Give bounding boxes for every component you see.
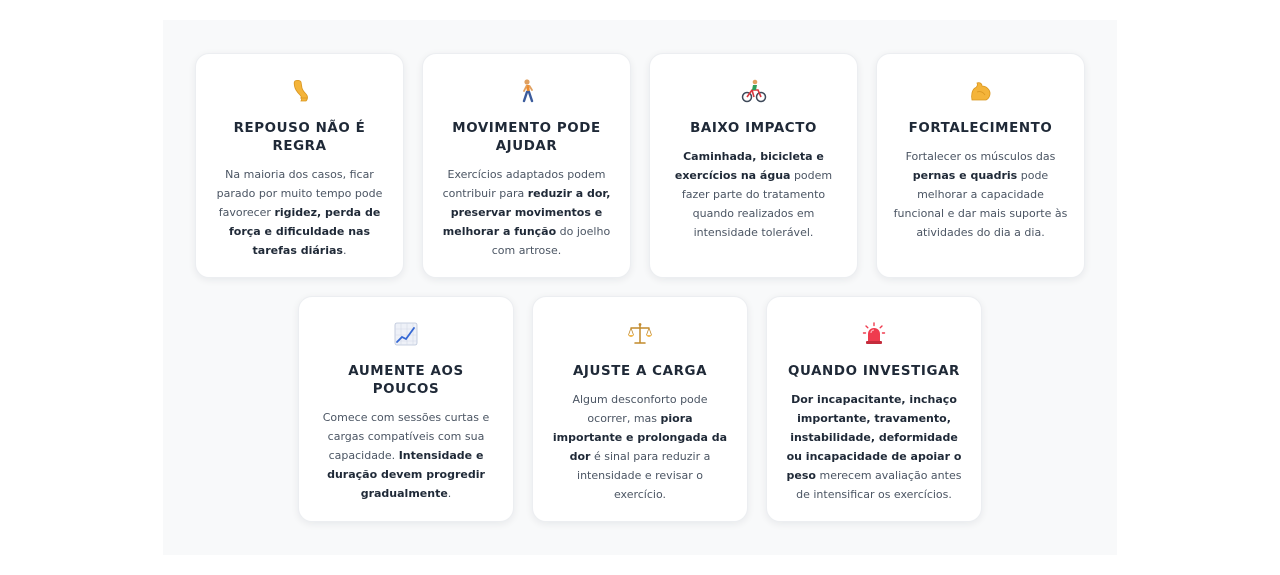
card-text-emphasis: piora importante e prolongada da dor [552,412,728,463]
card-text [212,165,387,260]
chart-increasing-icon [393,321,419,347]
card-text [441,165,613,260]
card-text [786,390,962,504]
card-movimento [422,53,631,278]
card-text-emphasis: Intensidade e duração devem progredir gradualmente [327,449,485,500]
card-title: QUANDO INVESTIGAR [788,364,960,379]
card-text-segment: Na maioria dos casos, ficar parado por muito tempo pode favorecer [216,168,383,219]
card-text-segment: . [342,244,347,257]
card-text [674,147,834,242]
card-text-emphasis: Dor incapacitante, inchaço importante, travamento, instabilidade, deformidade ou incapacidade de apoiar o peso [786,393,962,482]
police-light-icon [861,321,887,347]
card-baixo-impacto [649,53,858,278]
card-title: REPOUSO NÃO É REGRA [233,121,366,154]
card-text-emphasis: rigidez, perda de força e dificuldade nas tarefas diárias [228,206,381,257]
leg-icon [287,78,313,104]
card-title: AUMENTE AOS POUCOS [348,364,464,397]
card-ajuste [532,296,748,522]
card-text-segment: pode melhorar a capacidade funcional e dar mais suporte às atividades do dia a dia. [893,169,1068,239]
card-investigar [766,296,982,522]
card-title: AJUSTE A CARGA [572,364,708,379]
card-text [892,147,1070,242]
card-aumente [298,296,514,522]
card-text-emphasis: Caminhada, bicicleta e exercícios na água [674,150,824,182]
card-title: FORTALECIMENTO [908,121,1053,136]
card-text-segment: podem fazer parte do tratamento quando realizados em intensidade tolerável. [681,169,833,239]
person-biking-icon [741,78,767,104]
card-text-segment: Fortalecer os músculos das [905,150,1056,163]
card-text-emphasis: reduzir a dor, preservar movimentos e melhorar a função [442,187,611,238]
card-text-segment: Exercícios adaptados podem contribuir para [442,168,606,200]
card-title: MOVIMENTO PODE AJUDAR [452,121,601,154]
card-text-emphasis: pernas e quadris [912,169,1018,182]
card-title: BAIXO IMPACTO [690,121,817,136]
card-text-segment: do joelho com artrose. [491,225,611,257]
card-text [322,408,490,503]
card-text-segment: é sinal para reduzir a intensidade e revisar o exercício. [577,450,711,501]
card-fortalecimento [876,53,1085,278]
card-text-segment: Comece com sessões curtas e cargas compatíveis com sua capacidade. [322,411,490,462]
person-walking-icon [514,78,540,104]
balance-scale-icon [627,321,653,347]
card-repouso [195,53,404,278]
card-text [551,390,729,504]
flexed-biceps-icon [968,78,994,104]
card-text-segment: merecem avaliação antes de intensificar os exercícios. [796,469,962,501]
card-text-segment: . [447,487,452,500]
card-text-segment: Algum desconforto pode ocorrer, mas [572,393,708,425]
